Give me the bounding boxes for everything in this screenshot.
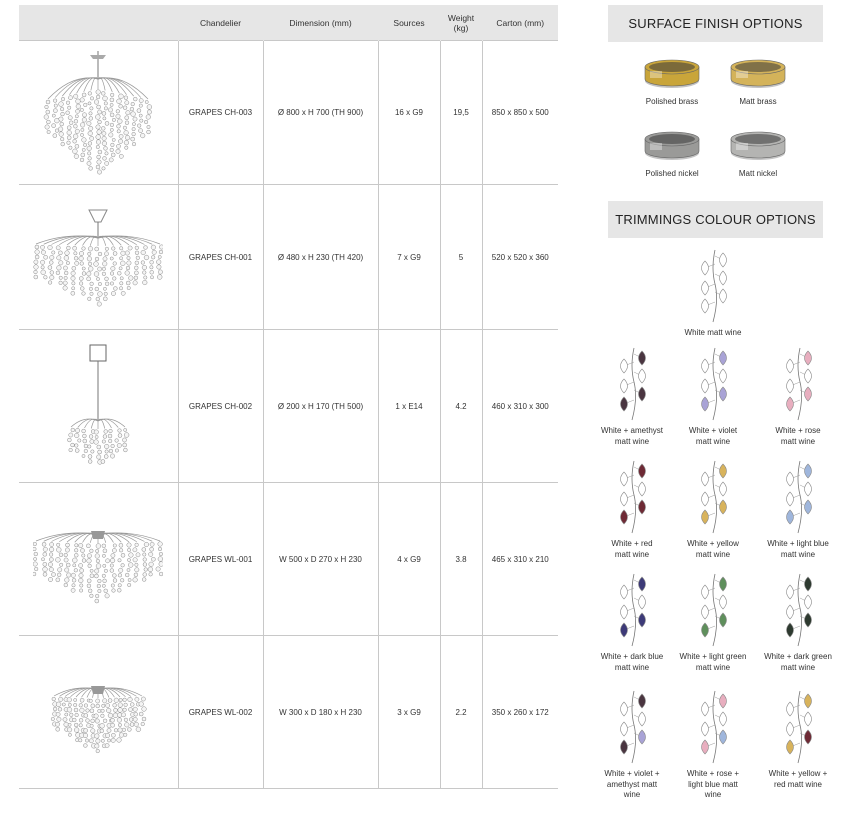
weight-value: 4.2	[440, 330, 482, 483]
chandelier-ch001-image	[33, 202, 163, 312]
sources-value: 16 x G9	[378, 41, 440, 185]
finish-label: Polished nickel	[645, 169, 699, 178]
trim-label-line2: matt wine	[614, 436, 650, 446]
surface-finish-title: SURFACE FINISH OPTIONS	[608, 5, 823, 42]
trim-label-line1: White + amethyst	[600, 426, 664, 435]
header-weight-line2: (kg)	[453, 22, 469, 33]
trim-label-line2: matt wine	[614, 662, 650, 672]
carton-value: 520 x 520 x 360	[482, 185, 558, 330]
trim-label-line1: White + violet	[688, 426, 738, 435]
chandelier-name: GRAPES WL-002	[178, 636, 263, 789]
finish-swatch	[728, 57, 788, 91]
weight-value: 3.8	[440, 483, 482, 636]
trim-label-line1: White + light green	[679, 652, 747, 661]
finish-swatch	[728, 129, 788, 163]
carton-value: 465 x 310 x 210	[482, 483, 558, 636]
carton-value: 460 x 310 x 300	[482, 330, 558, 483]
finish-label: Matt nickel	[738, 169, 778, 178]
finish-label: Polished brass	[645, 97, 699, 106]
sources-value: 1 x E14	[378, 330, 440, 483]
trim-option	[670, 572, 756, 673]
weight-value: 2.2	[440, 636, 482, 789]
trim-label-line1: White + red	[611, 539, 653, 548]
product-image-cell	[19, 185, 178, 330]
product-image-cell	[19, 483, 178, 636]
trim-swatch	[770, 459, 826, 535]
chandelier-name: GRAPES CH-002	[178, 330, 263, 483]
trim-swatch	[770, 346, 826, 422]
header-weight	[440, 5, 482, 41]
product-image-cell	[19, 330, 178, 483]
table-row	[19, 483, 558, 636]
trim-label-line1: White + rose	[775, 426, 821, 435]
table-row	[19, 185, 558, 330]
trim-label-line2: matt wine	[780, 662, 816, 672]
trim-option	[670, 248, 756, 339]
header-chandelier: Chandelier	[178, 5, 263, 41]
chandelier-name: GRAPES CH-003	[178, 41, 263, 185]
table-header-row	[19, 5, 558, 41]
sources-value: 7 x G9	[378, 185, 440, 330]
trim-label-line2: red matt wine	[773, 779, 823, 789]
trim-swatch	[604, 689, 660, 765]
trim-label-line2: matt wine	[780, 549, 816, 559]
trim-label-line1: White + yellow	[687, 539, 739, 548]
dimension-value: W 300 x D 180 x H 230	[263, 636, 378, 789]
trim-label-line3: wine	[704, 790, 722, 799]
dimension-value: Ø 800 x H 700 (TH 900)	[263, 41, 378, 185]
trim-label-line2: matt wine	[695, 436, 731, 446]
finish-option-matt-nickel	[718, 129, 798, 178]
trim-swatch	[604, 346, 660, 422]
weight-value: 5	[440, 185, 482, 330]
trimmings-colour-title: TRIMMINGS COLOUR OPTIONS	[608, 201, 823, 238]
trim-label-line1: White + yellow +	[768, 769, 828, 778]
weight-value: 19,5	[440, 41, 482, 185]
trim-label-line1: White + violet +	[604, 769, 660, 778]
trim-option	[755, 689, 841, 790]
sources-value: 4 x G9	[378, 483, 440, 636]
trim-swatch	[685, 572, 741, 648]
trim-label-line2: matt wine	[614, 549, 650, 559]
header-weight-line1: Weight	[447, 12, 475, 23]
trim-swatch	[770, 689, 826, 765]
dimension-value: Ø 200 x H 170 (TH 500)	[263, 330, 378, 483]
trim-option	[589, 346, 675, 447]
table-row	[19, 41, 558, 185]
trim-swatch	[604, 459, 660, 535]
trim-swatch	[685, 248, 741, 324]
trim-label-line1: White + dark green	[764, 652, 832, 661]
table-row	[19, 330, 558, 483]
trim-label-line1: White matt wine	[684, 328, 742, 337]
chandelier-name: GRAPES WL-001	[178, 483, 263, 636]
carton-value: 350 x 260 x 172	[482, 636, 558, 789]
trim-option	[755, 572, 841, 673]
trim-label-line2: matt wine	[695, 549, 731, 559]
product-image-cell	[19, 41, 178, 185]
finish-option-matt-brass	[718, 57, 798, 106]
dimension-value: W 500 x D 270 x H 230	[263, 483, 378, 636]
carton-value: 850 x 850 x 500	[482, 41, 558, 185]
finish-swatch	[642, 129, 702, 163]
trim-swatch	[770, 572, 826, 648]
header-carton: Carton (mm)	[482, 5, 558, 41]
wall-light-wl002-image	[48, 662, 148, 762]
finish-label: Matt brass	[739, 97, 777, 106]
trim-option	[589, 459, 675, 560]
trim-swatch	[685, 459, 741, 535]
chandelier-ch003-image	[43, 49, 153, 177]
trim-swatch	[604, 572, 660, 648]
trim-swatch	[685, 346, 741, 422]
product-image-cell	[19, 636, 178, 789]
trim-label-line1: White + dark blue	[600, 652, 664, 661]
header-dimension: Dimension (mm)	[263, 5, 378, 41]
trim-label-line2: matt wine	[780, 436, 816, 446]
sources-value: 3 x G9	[378, 636, 440, 789]
dimension-value: Ø 480 x H 230 (TH 420)	[263, 185, 378, 330]
table-row	[19, 636, 558, 789]
trim-option	[589, 572, 675, 673]
trim-option	[670, 346, 756, 447]
header-sources: Sources	[378, 5, 440, 41]
trim-option	[589, 689, 675, 801]
product-table	[19, 5, 558, 789]
finish-swatch	[642, 57, 702, 91]
trim-label-line3: wine	[623, 790, 641, 799]
trim-option	[670, 689, 756, 801]
finish-option-polished-nickel	[632, 129, 712, 178]
trim-option	[755, 459, 841, 560]
chandelier-name: GRAPES CH-001	[178, 185, 263, 330]
trim-label-line2: amethyst matt	[606, 779, 658, 789]
chandelier-ch002-image	[63, 339, 133, 474]
wall-light-wl001-image	[33, 509, 163, 609]
trim-label-line1: White + rose +	[686, 769, 740, 778]
trim-option	[755, 346, 841, 447]
header-image	[19, 5, 178, 41]
trim-label-line1: White + light blue	[767, 539, 829, 548]
trim-swatch	[685, 689, 741, 765]
finish-option-polished-brass	[632, 57, 712, 106]
trim-label-line2: light blue matt	[688, 779, 738, 789]
trim-option	[670, 459, 756, 560]
trim-label-line2: matt wine	[695, 662, 731, 672]
